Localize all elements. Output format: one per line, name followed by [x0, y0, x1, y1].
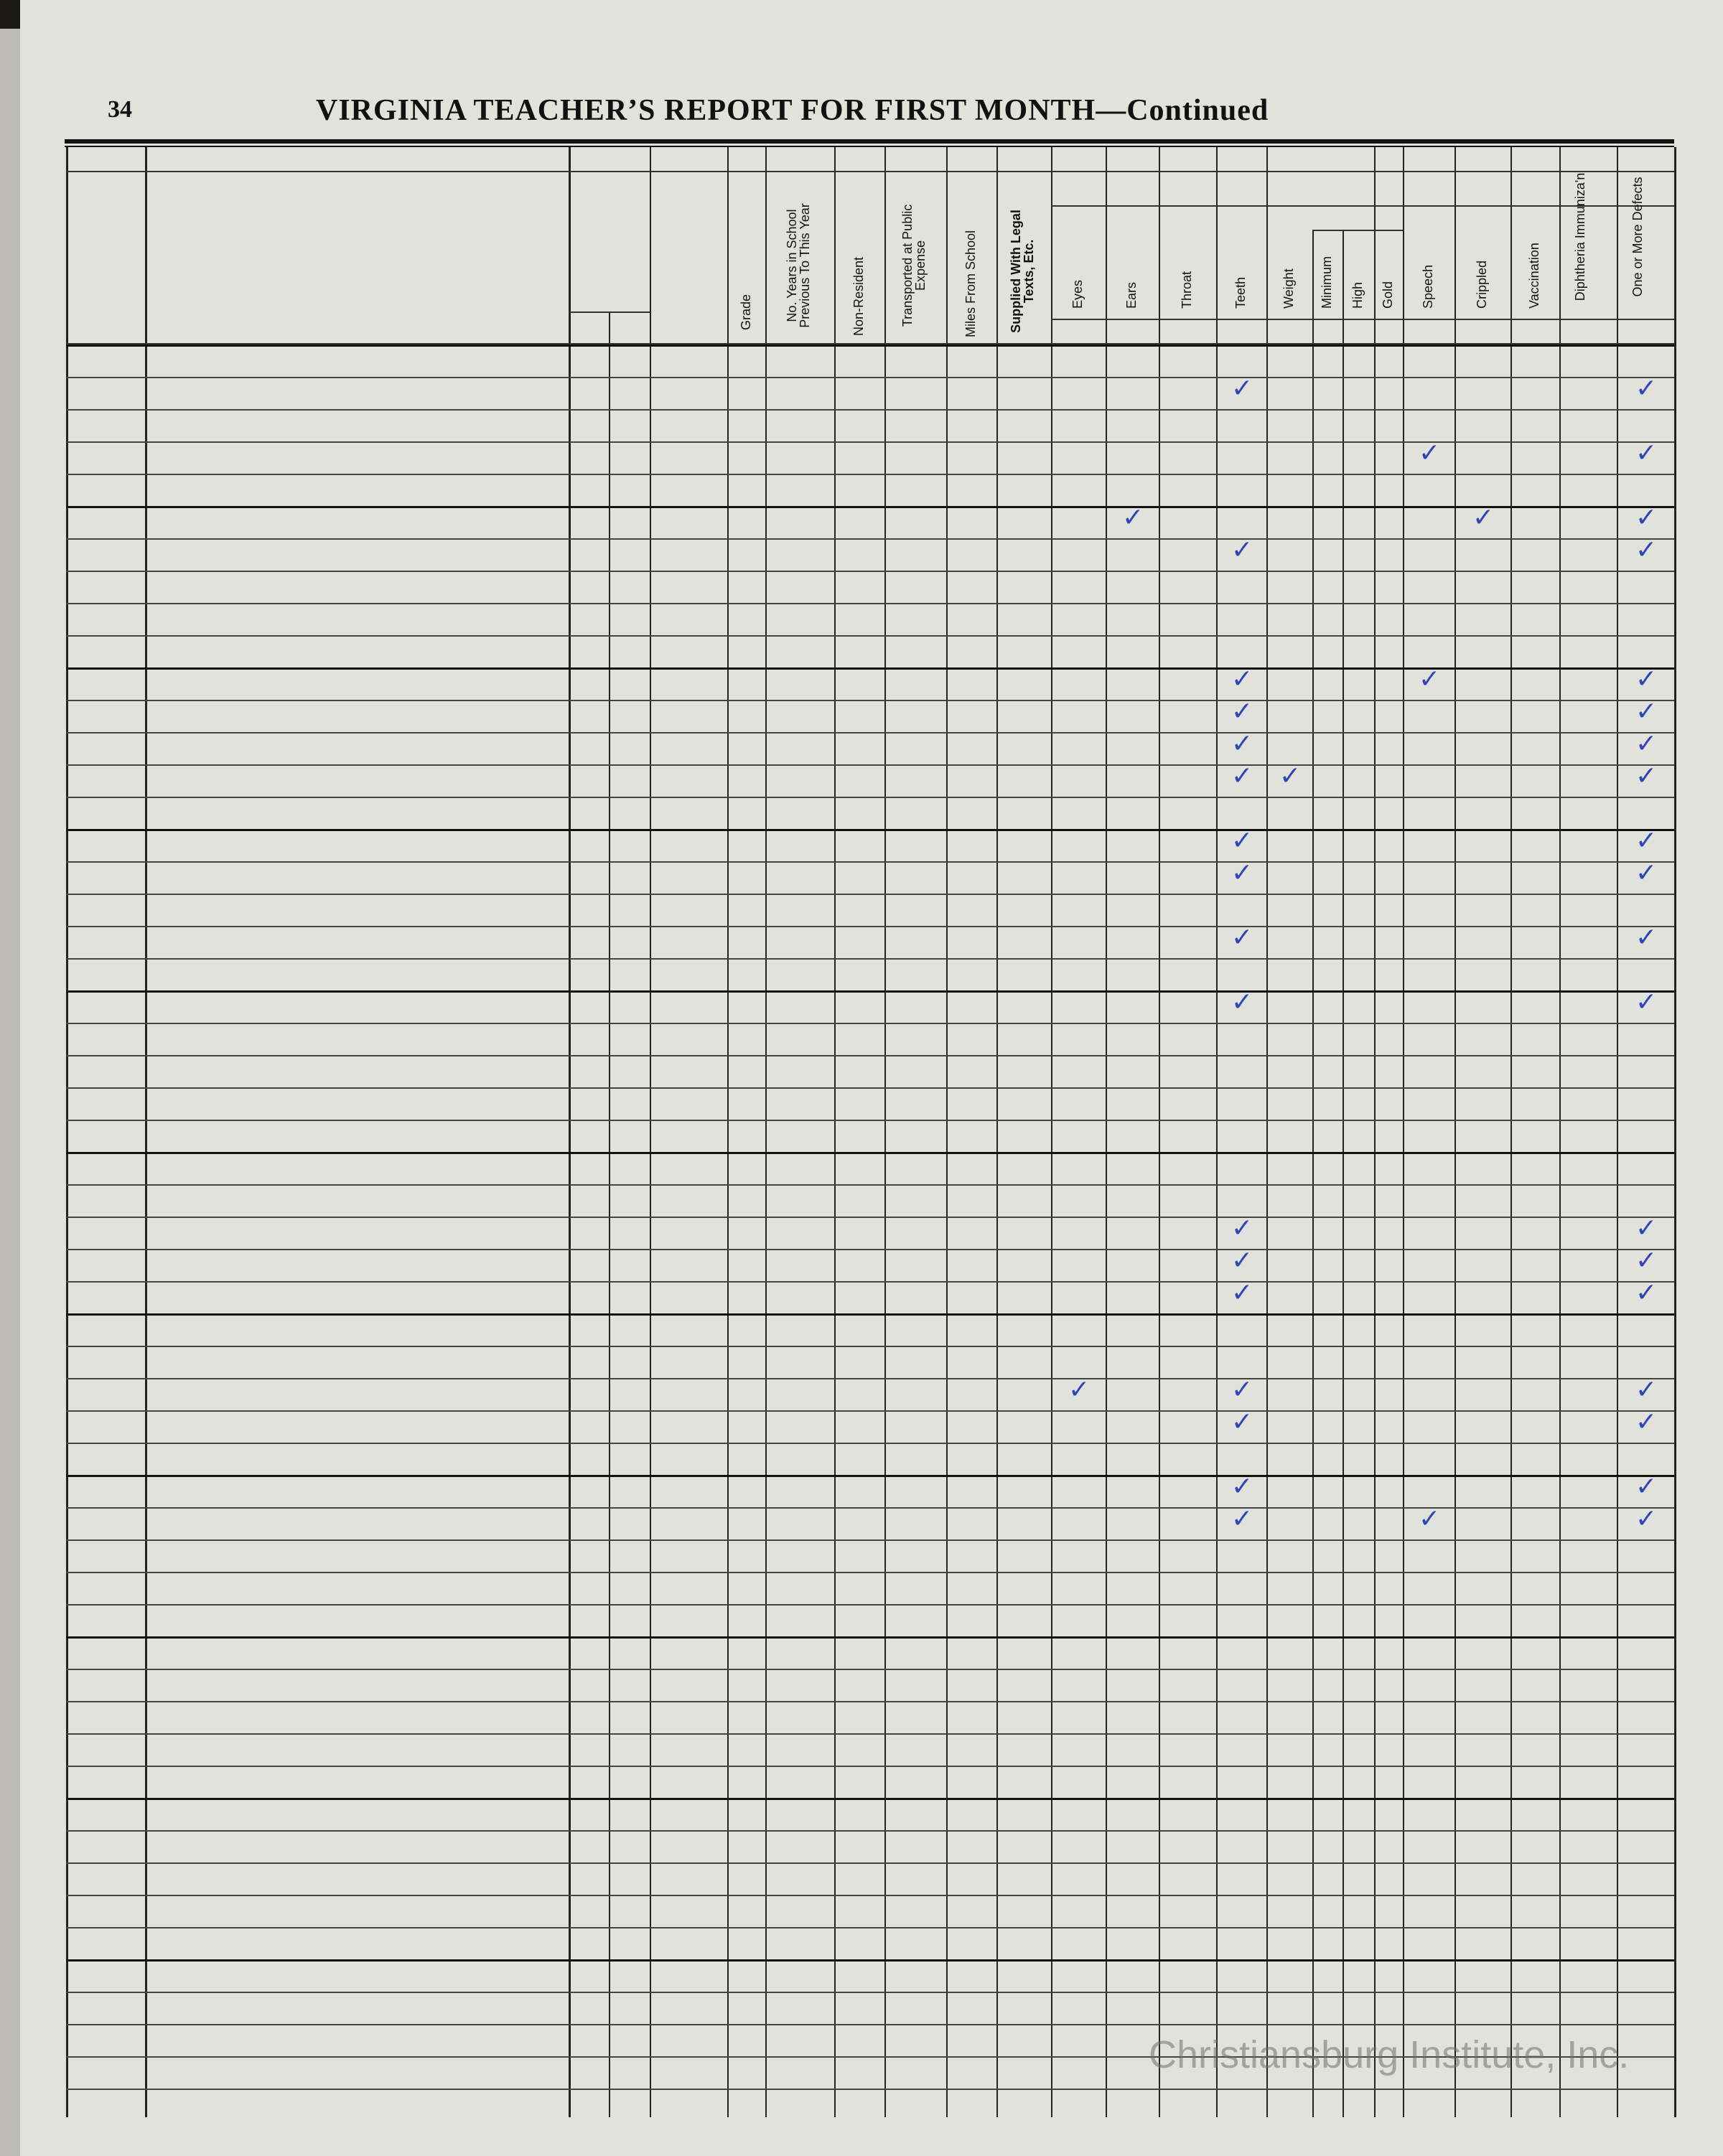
- row-rule: [66, 1055, 1674, 1056]
- row-rule: [66, 377, 1674, 378]
- row-rule: [66, 1992, 1674, 1993]
- row-rule: [66, 2024, 1674, 2025]
- row-rule: [66, 797, 1674, 798]
- row-rule: [66, 1539, 1674, 1541]
- teeth-check-mark: ✓: [1231, 665, 1253, 694]
- teeth-check-mark: ✓: [1231, 729, 1253, 759]
- gold-header: Gold: [1381, 281, 1395, 309]
- row-rule: [66, 1959, 1674, 1962]
- defects-check-mark: ✓: [1635, 697, 1658, 726]
- teeth-check-mark: ✓: [1231, 1472, 1253, 1501]
- row-rule: [66, 1184, 1674, 1186]
- defects-check-mark: ✓: [1635, 374, 1658, 403]
- row-rule: [66, 603, 1674, 604]
- row-rule: [66, 345, 1674, 347]
- row-rule: [66, 958, 1674, 960]
- transported-header: Transported at Public Expense: [900, 204, 928, 327]
- row-rule: [66, 1249, 1674, 1250]
- defects-check-mark: ✓: [1635, 923, 1658, 952]
- crippled-header: Crippled: [1475, 260, 1489, 309]
- row-rule: [66, 571, 1674, 572]
- row-rule: [66, 1313, 1674, 1316]
- row-rule: [66, 926, 1674, 927]
- grade-header: Grade: [738, 294, 753, 330]
- teeth-check-mark: ✓: [1231, 858, 1253, 888]
- col9-split: [946, 171, 948, 2117]
- defects-check-mark: ✓: [1635, 1246, 1658, 1275]
- row-rule: [66, 1766, 1674, 1767]
- row-rule: [66, 2089, 1674, 2090]
- teeth-check-mark: ✓: [1231, 374, 1253, 403]
- crippled-check-mark: ✓: [1472, 503, 1495, 533]
- defects-check-mark: ✓: [1635, 858, 1658, 888]
- teeth-check-mark: ✓: [1231, 1504, 1253, 1534]
- years_in_school-header: No. Years in School Previous To This Year: [785, 203, 812, 328]
- eyes-check-mark: ✓: [1068, 1375, 1091, 1405]
- high-header: High: [1350, 281, 1365, 309]
- weight-check-mark: ✓: [1279, 761, 1302, 791]
- teeth-check-mark: ✓: [1231, 988, 1253, 1017]
- defects-check-mark: ✓: [1635, 535, 1658, 565]
- row-rule: [66, 1701, 1674, 1702]
- speech-check-mark: ✓: [1419, 439, 1441, 468]
- header-rule: [65, 139, 1674, 144]
- row-rule: [66, 474, 1674, 475]
- row-rule: [66, 1475, 1674, 1477]
- row-rule: [66, 1378, 1674, 1379]
- defects-check-mark: ✓: [1635, 761, 1658, 791]
- row-rule: [66, 1798, 1674, 1800]
- ears-check-mark: ✓: [1122, 503, 1144, 533]
- teeth-check-mark: ✓: [1231, 697, 1253, 726]
- teeth-check-mark: ✓: [1231, 1375, 1253, 1405]
- row-rule: [66, 1636, 1674, 1639]
- row-rule: [66, 990, 1674, 993]
- column-rule: [1674, 147, 1676, 2117]
- row-rule: [66, 635, 1674, 637]
- supplied-header: Supplied With Legal Texts, Etc.: [1009, 210, 1036, 333]
- speech-header: Speech: [1421, 264, 1435, 309]
- row-rule: [66, 1346, 1674, 1347]
- defects-check-mark: ✓: [1635, 1504, 1658, 1534]
- diphtheria-header: Diphtheria Immuniza'n: [1573, 172, 1587, 301]
- row-rule: [66, 1087, 1674, 1089]
- speech-check-mark: ✓: [1419, 665, 1441, 694]
- defects-check-mark: ✓: [1635, 729, 1658, 759]
- weight-header: Weight: [1281, 268, 1296, 309]
- defects-check-mark: ✓: [1635, 503, 1658, 533]
- defects-check-mark: ✓: [1635, 1472, 1658, 1501]
- row-rule: [66, 861, 1674, 863]
- five-point-rule: [1312, 230, 1403, 231]
- defects-check-mark: ✓: [1635, 988, 1658, 1017]
- column-rule: [609, 311, 610, 2117]
- eyes-header: Eyes: [1070, 279, 1085, 309]
- teeth-header: Teeth: [1233, 276, 1248, 309]
- non_resident-header: Non-Resident: [851, 256, 866, 336]
- defects-check-mark: ✓: [1635, 665, 1658, 694]
- vaccination-header: Vaccination: [1527, 243, 1541, 309]
- code-entry-rule: [569, 311, 650, 313]
- minimum-header: Minimum: [1320, 256, 1334, 309]
- column-number-rule: [66, 171, 1674, 172]
- teeth-check-mark: ✓: [1231, 535, 1253, 565]
- row-rule: [66, 1572, 1674, 1573]
- column-rule: [1343, 230, 1344, 2117]
- row-rule: [66, 700, 1674, 701]
- throat-header: Throat: [1180, 271, 1194, 309]
- defects-header: One or More Defects: [1630, 177, 1645, 297]
- row-rule: [66, 732, 1674, 733]
- ears-header: Ears: [1124, 281, 1139, 309]
- teeth-check-mark: ✓: [1231, 1246, 1253, 1275]
- page-number: 34: [108, 96, 132, 123]
- defects-check-mark: ✓: [1635, 1214, 1658, 1243]
- teeth-check-mark: ✓: [1231, 1214, 1253, 1243]
- row-rule: [66, 1023, 1674, 1024]
- row-rule: [66, 1120, 1674, 1121]
- defects-check-mark: ✓: [1635, 826, 1658, 856]
- teeth-check-mark: ✓: [1231, 923, 1253, 952]
- row-rule: [66, 1217, 1674, 1218]
- row-rule: [66, 409, 1674, 411]
- row-rule: [66, 1733, 1674, 1735]
- row-rule: [66, 764, 1674, 766]
- report-title: VIRGINIA TEACHER’S REPORT FOR FIRST MONTH—Continued: [316, 94, 1269, 127]
- defects-check-mark: ✓: [1635, 1407, 1658, 1437]
- row-rule: [66, 894, 1674, 895]
- miles-header: Miles From School: [963, 230, 978, 337]
- row-rule: [66, 1281, 1674, 1283]
- header-rule-thin: [65, 146, 1674, 147]
- row-rule: [66, 538, 1674, 540]
- row-rule: [66, 1927, 1674, 1928]
- row-rule: [66, 1830, 1674, 1832]
- row-rule: [66, 1604, 1674, 1606]
- row-rule: [66, 1669, 1674, 1670]
- teeth-check-mark: ✓: [1231, 1278, 1253, 1308]
- da-rule: [1051, 319, 1674, 320]
- row-rule: [66, 1862, 1674, 1864]
- speech-check-mark: ✓: [1419, 1504, 1441, 1534]
- row-rule: [66, 1895, 1674, 1896]
- watermark: Christiansburg Institute, Inc.: [1149, 2033, 1630, 2076]
- row-rule: [66, 506, 1674, 508]
- defects-check-mark: ✓: [1635, 1375, 1658, 1405]
- column-rule: [1312, 230, 1314, 2117]
- row-rule: [66, 1443, 1674, 1444]
- row-rule: [66, 829, 1674, 831]
- defects-check-mark: ✓: [1635, 1278, 1658, 1308]
- defects-check-mark: ✓: [1635, 439, 1658, 468]
- teeth-check-mark: ✓: [1231, 761, 1253, 791]
- teeth-check-mark: ✓: [1231, 826, 1253, 856]
- teeth-check-mark: ✓: [1231, 1407, 1253, 1437]
- row-rule: [66, 1410, 1674, 1412]
- row-rule: [66, 1152, 1674, 1154]
